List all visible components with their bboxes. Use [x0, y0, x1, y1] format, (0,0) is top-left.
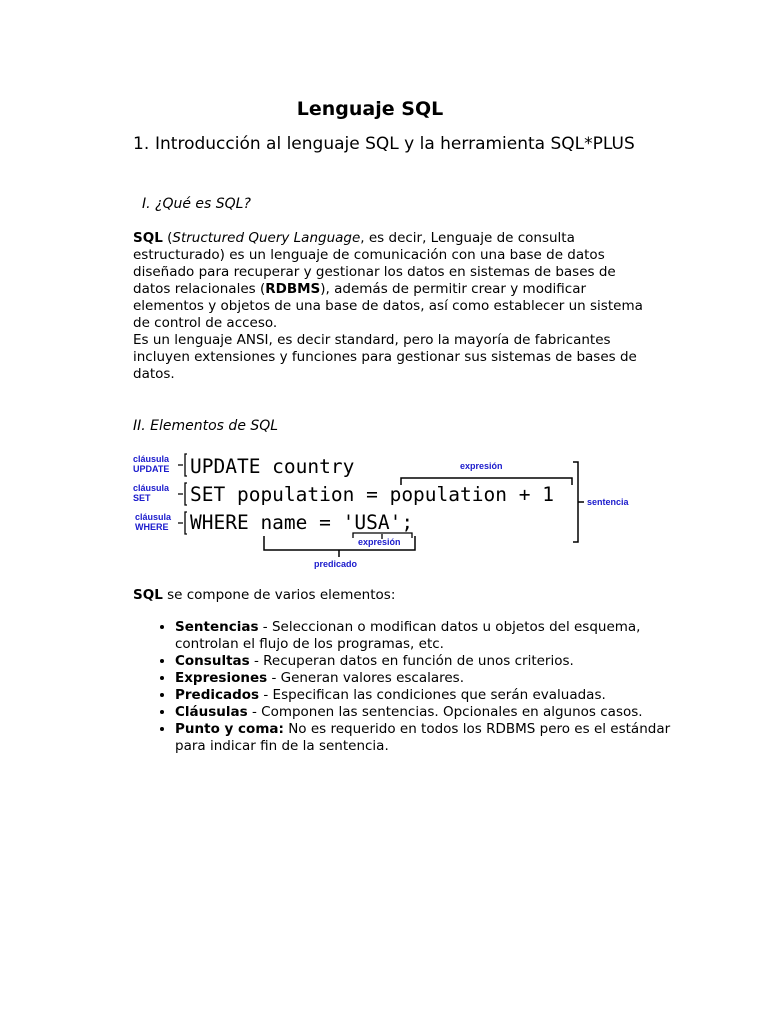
clause-label-set-line2: SET [133, 493, 151, 503]
sql-term: SQL [133, 230, 163, 246]
expression-label-top: expresión [460, 461, 503, 471]
paragraph-text: ( [162, 230, 173, 246]
list-item [175, 670, 675, 687]
paragraph-ansi: Es un lenguaje ANSI, es decir standard, pero la mayoría de fabricantes incluyen extensiones y funciones para gestionar sus sistemas de bases de datos. [133, 332, 637, 382]
item-term: Expresiones [175, 670, 268, 686]
list-item [175, 653, 675, 670]
paragraph-components [133, 587, 643, 604]
item-term: Consultas [175, 653, 250, 669]
expression-label-bottom: expresión [358, 537, 401, 547]
clause-label-update-line1: cláusula [133, 454, 170, 464]
item-description: - Componen las sentencias. Opcionales en algunos casos. [247, 704, 643, 720]
item-description: - Seleccionan o modifican datos u objetos del esquema, controlan el flujo de los programas, etc. [175, 619, 641, 652]
sentence-bracket [573, 462, 584, 542]
section-title: Introducción al lenguaje SQL y la herramienta SQL*PLUS [155, 134, 635, 154]
paragraph-definition [133, 230, 643, 383]
subheading-elements: II. Elementos de SQL [133, 418, 279, 434]
item-description: - Especifican las condiciones que serán evaluadas. [259, 687, 606, 703]
clause-bracket-set [178, 483, 187, 505]
item-term: Predicados [175, 687, 260, 703]
clause-bracket-update [178, 454, 187, 476]
section-heading [133, 134, 653, 155]
paragraph-text: , es decir, Lenguaje de consulta estructurado) es un lenguaje de comunicación con una base de datos diseñado para recuperar y gestionar los datos en sistemas de bases de datos relacionales ( [133, 230, 616, 297]
sql-statement-diagram [130, 450, 650, 578]
predicate-label: predicado [314, 559, 358, 569]
rdbms-term: RDBMS [265, 281, 321, 297]
item-term: Punto y coma: [175, 721, 284, 737]
paragraph-text: se compone de varios elementos: [162, 587, 396, 603]
item-term: Sentencias [175, 619, 259, 635]
clause-label-update-line2: UPDATE [133, 464, 170, 474]
elements-list [150, 619, 675, 755]
sql-term: SQL [133, 587, 163, 603]
document-title: Lenguaje SQL [296, 98, 444, 120]
list-item [175, 721, 675, 755]
sentence-label: sentencia [587, 497, 629, 507]
paragraph-text: ), además de permitir crear y modificar elementos y objetos de una base de datos, así como establecer un sistema de control de acceso. [133, 281, 643, 331]
clause-bracket-where [178, 512, 187, 534]
clause-label-set-line1: cláusula [133, 483, 170, 493]
item-term: Cláusulas [175, 704, 248, 720]
code-line-update: UPDATE country [190, 455, 355, 478]
structured-query-language-term: Structured Query Language [172, 230, 361, 246]
subheading-what-is-sql: I. ¿Qué es SQL? [142, 196, 251, 212]
list-item [175, 704, 675, 721]
clause-label-where-line2: WHERE [135, 522, 169, 532]
code-line-where: WHERE name = 'USA'; [190, 511, 414, 534]
item-description: No es requerido en todos los RDBMS pero es el estándar para indicar fin de la sentencia. [175, 721, 671, 754]
item-description: - Recuperan datos en función de unos criterios. [249, 653, 574, 669]
section-number: 1. [133, 134, 150, 154]
clause-label-where-line1: cláusula [135, 512, 172, 522]
code-line-set: SET population = population + 1 [190, 483, 554, 506]
list-item [175, 619, 675, 653]
item-description: - Generan valores escalares. [267, 670, 465, 686]
list-item [175, 687, 675, 704]
